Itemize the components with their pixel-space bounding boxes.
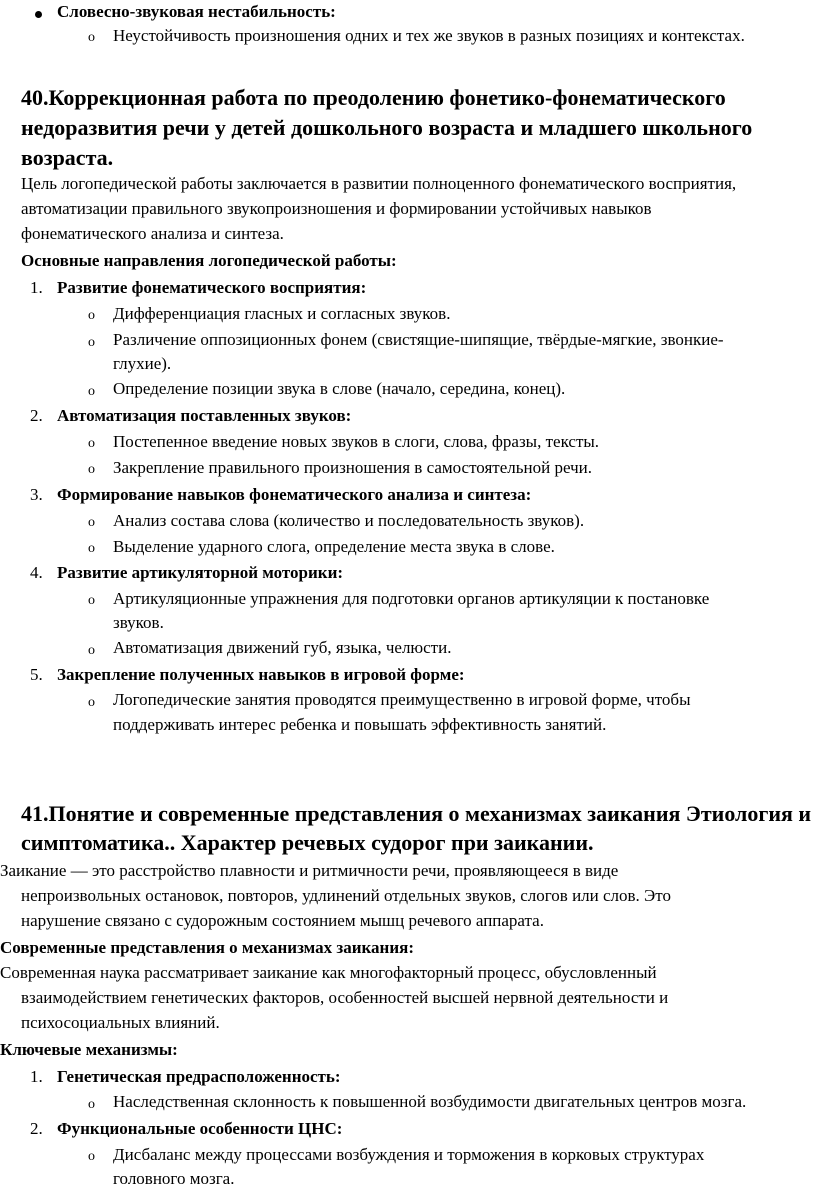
sub-item: Автоматизация движений губ, языка, челюсти.	[113, 638, 452, 657]
sub-item: Анализ состава слова (количество и последовательность звуков).	[113, 511, 585, 530]
sub-item: головного мозга.	[113, 1169, 235, 1188]
sub-marker: o	[88, 515, 95, 530]
sub-marker: o	[88, 541, 95, 556]
sub-marker: o	[88, 1097, 95, 1112]
sub-marker: o	[88, 695, 95, 710]
directions-heading: Основные направления логопедической работы:	[21, 251, 397, 270]
section-40-title-line: возраста.	[21, 145, 114, 170]
sub-item: звуков.	[113, 613, 164, 632]
sub-marker: o	[88, 384, 95, 399]
section-40-intro-line: Цель логопедической работы заключается в развитии полноценного фонематического восприятия,	[21, 174, 737, 193]
list-item-label: Формирование навыков фонематического анализа и синтеза:	[57, 485, 532, 504]
list-item-label: Функциональные особенности ЦНС:	[57, 1119, 343, 1138]
modern-line: Современная наука рассматривает заикание как многофакторный процесс, обусловленный	[0, 963, 657, 982]
sub-marker: o	[88, 308, 95, 323]
sub-item: глухие).	[113, 354, 172, 373]
modern-line: взаимодействием генетических факторов, особенностей высшей нервной деятельности и	[21, 988, 669, 1007]
definition-line: Заикание — это расстройство плавности и ритмичности речи, проявляющееся в виде	[0, 861, 619, 880]
list-item-label: Генетическая предрасположенность:	[57, 1067, 341, 1086]
sub-item: Различение оппозиционных фонем (свистящие-шипящие, твёрдые-мягкие, звонкие-	[113, 330, 724, 349]
definition-line: нарушение связано с судорожным состоянием мышц речевого аппарата.	[21, 911, 544, 930]
sub-item: Логопедические занятия проводятся преимущественно в игровой форме, чтобы	[113, 690, 691, 709]
modern-heading: Современные представления о механизмах заикания:	[0, 938, 414, 957]
top-bullet-label: Словесно-звуковая нестабильность:	[57, 2, 336, 21]
sub-marker: o	[88, 1149, 95, 1164]
sub-item: Определение позиции звука в слове (начало, середина, конец).	[113, 379, 566, 398]
sub-item: Артикуляционные упражнения для подготовки органов артикуляции к постановке	[113, 589, 710, 608]
section-41-title-line: 41.Понятие и современные представления о механизмах заикания Этиология и	[21, 801, 812, 826]
top-sub-item: Неустойчивость произношения одних и тех же звуков в разных позициях и контекстах.	[113, 26, 745, 45]
sub-item: Закрепление правильного произношения в самостоятельной речи.	[113, 458, 592, 477]
section-40-intro-line: автоматизации правильного звукопроизношения и формировании устойчивых навыков	[21, 199, 652, 218]
list-number: 4.	[30, 563, 43, 582]
sub-marker: o	[88, 462, 95, 477]
sub-marker: o	[88, 335, 95, 350]
definition-line: непроизвольных остановок, повторов, удлинений отдельных звуков, слогов или слов. Это	[21, 886, 671, 905]
modern-line: психосоциальных влияний.	[21, 1013, 220, 1032]
list-number: 3.	[30, 485, 43, 504]
sub-marker: o	[88, 436, 95, 451]
section-40-title-line: недоразвития речи у детей дошкольного возраста и младшего школьного	[21, 115, 753, 140]
sub-marker: o	[88, 593, 95, 608]
list-item-label: Закрепление полученных навыков в игровой форме:	[57, 665, 465, 684]
list-number: 1.	[30, 278, 43, 297]
key-heading: Ключевые механизмы:	[0, 1040, 178, 1059]
section-40-title-line: 40.Коррекционная работа по преодолению фонетико-фонематического	[21, 85, 726, 110]
sub-marker: o	[88, 30, 95, 45]
sub-item: Постепенное введение новых звуков в слоги, слова, фразы, тексты.	[113, 432, 600, 451]
list-number: 5.	[30, 665, 43, 684]
bullet-dot	[35, 11, 42, 18]
sub-item: поддерживать интерес ребенка и повышать эффективность занятий.	[113, 715, 607, 734]
list-item-label: Развитие фонематического восприятия:	[57, 278, 367, 297]
list-number: 2.	[30, 406, 43, 425]
list-item-label: Автоматизация поставленных звуков:	[57, 406, 352, 425]
list-number: 2.	[30, 1119, 43, 1138]
sub-item: Дисбаланс между процессами возбуждения и торможения в корковых структурах	[113, 1145, 705, 1164]
list-number: 1.	[30, 1067, 43, 1086]
list-item-label: Развитие артикуляторной моторики:	[57, 563, 344, 582]
sub-item: Дифференциация гласных и согласных звуков.	[113, 304, 451, 323]
sub-item: Наследственная склонность к повышенной возбудимости двигательных центров мозга.	[113, 1092, 747, 1111]
section-40-intro-line: фонематического анализа и синтеза.	[21, 224, 284, 243]
sub-item: Выделение ударного слога, определение места звука в слове.	[113, 537, 555, 556]
section-41-title-line: симптоматика.. Характер речевых судорог при заикании.	[21, 830, 594, 855]
sub-marker: o	[88, 643, 95, 658]
